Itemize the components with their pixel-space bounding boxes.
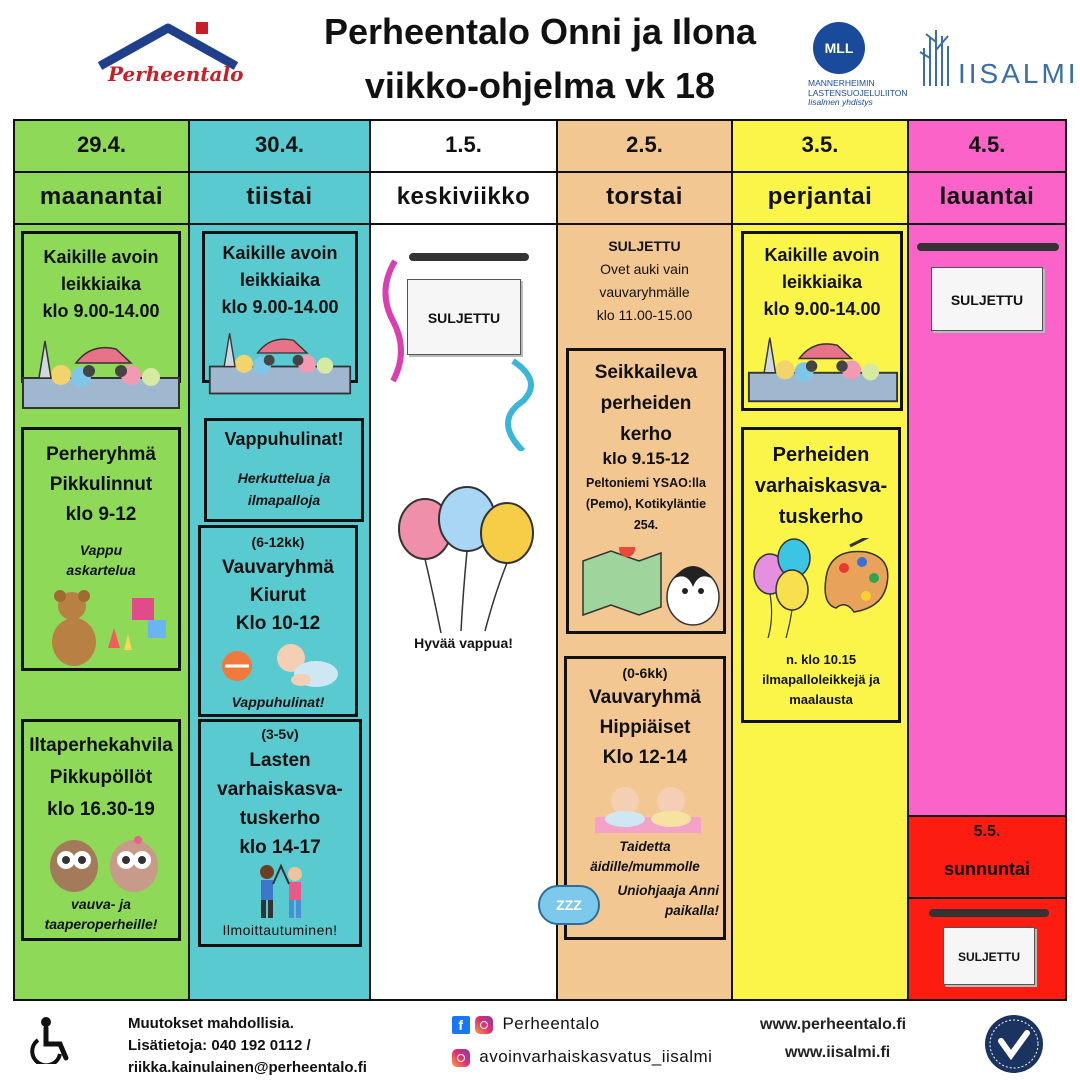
event-lasten-varhaiskasvatuskerho: (3-5v) Lasten varhaiskasva- tuskerho klo 14-17 Ilmoittautuminen!: [198, 719, 362, 947]
date-label: 3.5.: [733, 121, 907, 173]
mll-logo: MLL: [813, 22, 865, 74]
date-label: 30.4.: [190, 121, 369, 173]
closed-sign: SULJETTU: [943, 927, 1035, 985]
page-title: Perheentalo Onni ja Ilona: [323, 11, 757, 52]
day-label: torstai: [558, 173, 731, 225]
certification-seal-icon: [985, 1015, 1043, 1073]
day-label: keskiviikko: [371, 173, 556, 225]
instagram-link[interactable]: avoinvarhaiskasvatus_iisalmi: [452, 1047, 712, 1067]
balloons-and-palette-icon: [750, 538, 896, 638]
closed-sign: SULJETTU: [407, 279, 521, 355]
footer-contact-info: Muutokset mahdollisia. Lisätietoja: 040 192 0112 / riikka.kainulainen@perheentalo.fi: [128, 1015, 367, 1076]
day-label: tiistai: [190, 173, 369, 225]
day-label: sunnuntai: [944, 859, 1030, 879]
sunday-header: [907, 815, 1067, 901]
event-perheryhma: Perheryhmä Pikkulinnut klo 9-12 Vappu askartelua: [21, 427, 181, 671]
accessibility-icon: [30, 1016, 74, 1064]
mll-logo-text: MANNERHEIMIN LASTENSUOJELULIITON Iisalmen yhdistys: [808, 78, 908, 107]
toy-box-icon: [204, 326, 356, 398]
website-link-perheentalo[interactable]: www.perheentalo.fi: [760, 1016, 907, 1033]
event-vappuhulinat: Vappuhulinat! Herkuttelua ja ilmapalloja: [204, 418, 364, 522]
closed-sign: SULJETTU: [931, 267, 1043, 331]
event-open-playtime: Kaikille avoin leikkiaika klo 9.00-14.00: [741, 231, 903, 411]
map-and-dog-icon: [581, 547, 723, 627]
ribbons-decoration-icon: [373, 251, 553, 451]
toy-box-icon: [21, 333, 181, 413]
babies-icon: [593, 779, 703, 835]
facebook-instagram-link[interactable]: f Perheentalo: [452, 1014, 600, 1034]
day-label: perjantai: [733, 173, 907, 225]
date-label: 4.5.: [909, 121, 1065, 173]
teddy-bear-icon: [36, 588, 172, 668]
event-iltaperhekahvila: Iltaperhekahvila Pikkupöllöt klo 16.30-19 vauva- ja taaperoperheille!: [21, 719, 181, 941]
event-vauvaryhma-kiurut: (6-12kk) Vauvaryhmä Kiurut Klo 10-12 Vappuhulinat!: [198, 525, 358, 717]
day-column-wednesday: [369, 119, 558, 1001]
event-open-playtime: Kaikille avoin leikkiaika klo 9.00-14.00: [21, 231, 181, 383]
baby-crawling-icon: [221, 640, 341, 690]
greeting-text: Hyvää vappua!: [414, 635, 513, 651]
toy-box-icon: [746, 330, 900, 406]
date-label: 29.4.: [15, 121, 188, 173]
children-high-five-icon: [249, 862, 315, 920]
facebook-icon: f: [452, 1016, 470, 1034]
sign-hanger-bar: [917, 243, 1059, 251]
day-column-friday: [731, 119, 909, 1001]
balloons-icon: [397, 483, 537, 633]
day-label: lauantai: [909, 173, 1065, 225]
page-subtitle: viikko-ohjelma vk 18: [364, 65, 716, 106]
owls-icon: [46, 834, 162, 894]
iisalmi-logo-text: IISALMI: [958, 58, 1079, 89]
event-seikkaileva-perheiden-kerho: Seikkaileva perheiden kerho klo 9.15-12 Peltoniemi YSAO:lla (Pemo), Kotikyläntie 254.: [566, 348, 726, 634]
closed-notice: SULJETTU Ovet auki vain vauvaryhmälle klo 11.00-15.00: [596, 238, 693, 323]
website-link-iisalmi[interactable]: www.iisalmi.fi: [785, 1044, 891, 1061]
date-label: 1.5.: [371, 121, 556, 173]
day-column-thursday: [556, 119, 733, 1001]
instagram-icon: [452, 1049, 470, 1067]
date-label: 5.5.: [973, 823, 1001, 840]
day-column-saturday: [907, 119, 1067, 1001]
day-label: maanantai: [15, 173, 188, 225]
iisalmi-tree-icon: [918, 28, 958, 86]
sunday-content: [907, 897, 1067, 1001]
day-column-monday: [13, 119, 190, 1001]
sleep-cloud-icon: ZZZ: [538, 885, 600, 925]
perheentalo-logo-text: Perheentalo: [108, 62, 244, 86]
day-column-tuesday: [188, 119, 371, 1001]
instagram-icon: [475, 1016, 493, 1034]
sign-hanger-bar: [929, 909, 1049, 917]
event-open-playtime: Kaikille avoin leikkiaika klo 9.00-14.00: [202, 231, 358, 383]
date-label: 2.5.: [558, 121, 731, 173]
event-perheiden-varhaiskasvatuskerho: Perheiden varhaiskasva- tuskerho n. klo 10.15 ilmapalloleikkejä ja maalausta: [741, 427, 901, 723]
event-vauvaryhma-hippiaiset: (0-6kk) Vauvaryhmä Hippiäiset Klo 12-14 Taidetta äidille/mummolle Uniohjaaja Anni paikalla!: [564, 656, 726, 940]
